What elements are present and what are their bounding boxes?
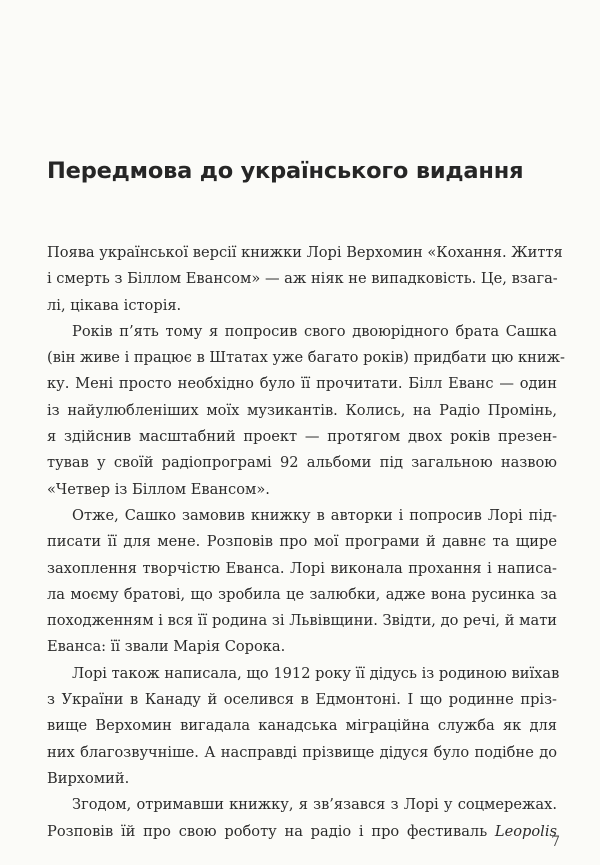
text-line: «Четвер із Біллом Евансом».	[47, 480, 270, 498]
text-line: тував у своїй радіопрограмі 92 альбоми під загальною назвою	[47, 454, 557, 472]
text-line-last	[47, 819, 557, 845]
text-line: Років п’ять тому я попросив свого двоюрідного брата Сашка	[72, 322, 557, 340]
text-line-content: Розповів їй про свою роботу на радіо і про фестиваль	[47, 822, 488, 840]
text-line: Лорі також написала, що 1912 року її дідусь із родиною виїхав	[72, 664, 560, 682]
text-line: вище Верхомин вигадала канадська міграційна служба як для	[47, 717, 557, 735]
text-line: захоплення творчістю Еванса. Лорі виконала прохання і написа-	[47, 559, 557, 577]
text-line: я здійснив масштабний проект — протягом двох років презен-	[47, 428, 557, 446]
text-line: писати її для мене. Розповів про мої програми й давнє та щире	[47, 533, 557, 551]
text-line: ку. Мені просто необхідно було її прочитати. Білл Еванс — один	[47, 375, 557, 393]
text-line: ла моєму братові, що зробила це залюбки, адже вона русинка за	[47, 585, 557, 603]
page-heading: Передмова до українського видання	[47, 158, 524, 184]
festival-name: Leopolis	[494, 822, 557, 840]
text-line: (він живе і працює в Штатах уже багато років) придбати цю книж-	[47, 349, 565, 367]
body-text	[47, 240, 565, 845]
text-line: і смерть з Біллом Евансом» — аж ніяк не випадковість. Це, взага-	[47, 270, 558, 288]
text-line: Поява української версії книжки Лорі Верхомин «Кохання. Життя	[47, 244, 563, 261]
text-line: Еванса: її звали Марія Сорока.	[47, 638, 286, 656]
text-line: із найулюбленіших моїх музикантів. Колись, на Радіо Промінь,	[47, 401, 557, 419]
text-line: Вирхомий.	[47, 769, 130, 787]
text-line: Отже, Сашко замовив книжку в авторки і попросив Лорі під-	[72, 506, 557, 524]
page-number: 7	[551, 834, 560, 850]
text-line: них благозвучніше. А насправді прізвище дідуся було подібне до	[47, 743, 557, 761]
text-line: Згодом, отримавши книжку, я зв’язався з Лорі у соцмережах.	[72, 796, 557, 814]
text-line: з України в Канаду й оселився в Едмонтоні. І що родинне пріз-	[47, 691, 557, 709]
text-line: походженням і вся її родина зі Львівщини. Звідти, до речі, й мати	[47, 612, 557, 630]
text-line: лі, цікава історія.	[47, 296, 182, 314]
